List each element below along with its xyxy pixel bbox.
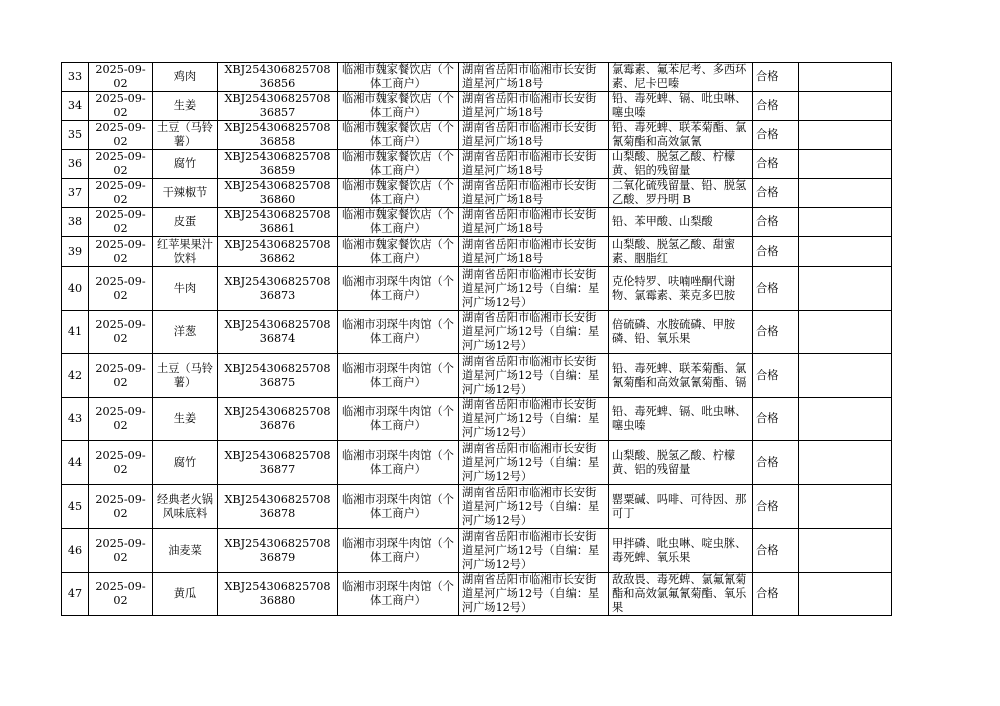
serial-number-cell: 46 [62, 529, 89, 573]
inspection-results-sheet [61, 62, 892, 616]
sample-code-cell: XBJ25430682570836876 [218, 398, 338, 441]
table-row [62, 311, 892, 354]
business-name-cell: 临湘市魏家餐饮店（个体工商户） [338, 92, 459, 121]
business-name-cell: 临湘市魏家餐饮店（个体工商户） [338, 121, 459, 150]
remarks-cell [799, 208, 892, 237]
result-cell: 合格 [753, 573, 799, 616]
business-name-cell: 临湘市羽琛牛肉馆（个体工商户） [338, 354, 459, 398]
remarks-cell [799, 121, 892, 150]
result-cell: 合格 [753, 354, 799, 398]
business-address-cell: 湖南省岳阳市临湘市长安街道星河广场18号 [459, 63, 609, 92]
business-address-cell: 湖南省岳阳市临湘市长安街道星河广场18号 [459, 121, 609, 150]
test-items-cell: 氯霉素、氟苯尼考、多西环素、尼卡巴嗪 [609, 63, 753, 92]
result-cell: 合格 [753, 121, 799, 150]
test-items-cell: 克伦特罗、呋喃唑酮代谢物、氯霉素、莱克多巴胺 [609, 267, 753, 311]
business-name-cell: 临湘市羽琛牛肉馆（个体工商户） [338, 267, 459, 311]
business-name-cell: 临湘市魏家餐饮店（个体工商户） [338, 208, 459, 237]
sampling-date-cell: 2025-09-02 [89, 63, 153, 92]
serial-number-cell: 45 [62, 485, 89, 529]
sample-code-cell: XBJ25430682570836858 [218, 121, 338, 150]
remarks-cell [799, 237, 892, 267]
result-cell: 合格 [753, 92, 799, 121]
serial-number-cell: 37 [62, 179, 89, 208]
serial-number-cell: 38 [62, 208, 89, 237]
business-address-cell: 湖南省岳阳市临湘市长安街道星河广场12号（自编：星河广场12号） [459, 354, 609, 398]
sampling-date-cell: 2025-09-02 [89, 179, 153, 208]
business-address-cell: 湖南省岳阳市临湘市长安街道星河广场12号（自编：星河广场12号） [459, 267, 609, 311]
serial-number-cell: 41 [62, 311, 89, 354]
food-name-cell: 生姜 [153, 92, 218, 121]
sampling-date-cell: 2025-09-02 [89, 573, 153, 616]
food-name-cell: 鸡肉 [153, 63, 218, 92]
food-name-cell: 黄瓜 [153, 573, 218, 616]
sampling-date-cell: 2025-09-02 [89, 150, 153, 179]
remarks-cell [799, 529, 892, 573]
food-name-cell: 洋葱 [153, 311, 218, 354]
business-name-cell: 临湘市魏家餐饮店（个体工商户） [338, 63, 459, 92]
sampling-date-cell: 2025-09-02 [89, 529, 153, 573]
serial-number-cell: 44 [62, 441, 89, 485]
food-name-cell: 牛肉 [153, 267, 218, 311]
result-cell: 合格 [753, 267, 799, 311]
serial-number-cell: 35 [62, 121, 89, 150]
food-name-cell: 油麦菜 [153, 529, 218, 573]
serial-number-cell: 42 [62, 354, 89, 398]
serial-number-cell: 34 [62, 92, 89, 121]
business-address-cell: 湖南省岳阳市临湘市长安街道星河广场18号 [459, 92, 609, 121]
serial-number-cell: 39 [62, 237, 89, 267]
sample-code-cell: XBJ25430682570836878 [218, 485, 338, 529]
inspection-results-table [61, 62, 892, 616]
serial-number-cell: 47 [62, 573, 89, 616]
business-address-cell: 湖南省岳阳市临湘市长安街道星河广场18号 [459, 237, 609, 267]
sampling-date-cell: 2025-09-02 [89, 208, 153, 237]
test-items-cell: 二氧化硫残留量、铅、脱氢乙酸、罗丹明 B [609, 179, 753, 208]
serial-number-cell: 40 [62, 267, 89, 311]
table-row [62, 398, 892, 441]
sampling-date-cell: 2025-09-02 [89, 311, 153, 354]
food-name-cell: 腐竹 [153, 441, 218, 485]
test-items-cell: 山梨酸、脱氢乙酸、柠檬黄、铝的残留量 [609, 441, 753, 485]
sample-code-cell: XBJ25430682570836856 [218, 63, 338, 92]
test-items-cell: 敌敌畏、毒死蜱、氯氟氰菊酯和高效氯氟氰菊酯、氧乐果 [609, 573, 753, 616]
remarks-cell [799, 150, 892, 179]
business-address-cell: 湖南省岳阳市临湘市长安街道星河广场12号（自编：星河广场12号） [459, 485, 609, 529]
result-cell: 合格 [753, 208, 799, 237]
serial-number-cell: 36 [62, 150, 89, 179]
sample-code-cell: XBJ25430682570836875 [218, 354, 338, 398]
sample-code-cell: XBJ25430682570836879 [218, 529, 338, 573]
test-items-cell: 铅、苯甲酸、山梨酸 [609, 208, 753, 237]
test-items-cell: 山梨酸、脱氢乙酸、柠檬黄、铝的残留量 [609, 150, 753, 179]
business-name-cell: 临湘市羽琛牛肉馆（个体工商户） [338, 485, 459, 529]
food-name-cell: 经典老火锅风味底料 [153, 485, 218, 529]
business-name-cell: 临湘市羽琛牛肉馆（个体工商户） [338, 398, 459, 441]
sampling-date-cell: 2025-09-02 [89, 398, 153, 441]
test-items-cell: 铅、毒死蜱、联苯菊酯、氯氰菊酯和高效氯氰菊酯、镉 [609, 354, 753, 398]
sampling-date-cell: 2025-09-02 [89, 267, 153, 311]
sampling-date-cell: 2025-09-02 [89, 237, 153, 267]
business-address-cell: 湖南省岳阳市临湘市长安街道星河广场12号（自编：星河广场12号） [459, 311, 609, 354]
business-name-cell: 临湘市羽琛牛肉馆（个体工商户） [338, 573, 459, 616]
result-cell: 合格 [753, 529, 799, 573]
result-cell: 合格 [753, 398, 799, 441]
food-name-cell: 干辣椒节 [153, 179, 218, 208]
result-cell: 合格 [753, 311, 799, 354]
remarks-cell [799, 441, 892, 485]
sampling-date-cell: 2025-09-02 [89, 441, 153, 485]
serial-number-cell: 43 [62, 398, 89, 441]
business-name-cell: 临湘市羽琛牛肉馆（个体工商户） [338, 441, 459, 485]
food-name-cell: 土豆（马铃薯） [153, 354, 218, 398]
table-row [62, 179, 892, 208]
sampling-date-cell: 2025-09-02 [89, 354, 153, 398]
business-address-cell: 湖南省岳阳市临湘市长安街道星河广场18号 [459, 208, 609, 237]
business-address-cell: 湖南省岳阳市临湘市长安街道星河广场12号（自编：星河广场12号） [459, 573, 609, 616]
table-row [62, 121, 892, 150]
remarks-cell [799, 63, 892, 92]
remarks-cell [799, 311, 892, 354]
business-name-cell: 临湘市羽琛牛肉馆（个体工商户） [338, 311, 459, 354]
table-row [62, 529, 892, 573]
result-cell: 合格 [753, 485, 799, 529]
serial-number-cell: 33 [62, 63, 89, 92]
business-name-cell: 临湘市魏家餐饮店（个体工商户） [338, 237, 459, 267]
sample-code-cell: XBJ25430682570836877 [218, 441, 338, 485]
test-items-cell: 罂粟碱、吗啡、可待因、那可丁 [609, 485, 753, 529]
business-address-cell: 湖南省岳阳市临湘市长安街道星河广场12号（自编：星河广场12号） [459, 441, 609, 485]
sample-code-cell: XBJ25430682570836857 [218, 92, 338, 121]
sample-code-cell: XBJ25430682570836862 [218, 237, 338, 267]
food-name-cell: 皮蛋 [153, 208, 218, 237]
business-address-cell: 湖南省岳阳市临湘市长安街道星河广场12号（自编：星河广场12号） [459, 398, 609, 441]
sampling-date-cell: 2025-09-02 [89, 92, 153, 121]
table-row [62, 237, 892, 267]
table-row [62, 485, 892, 529]
remarks-cell [799, 179, 892, 208]
food-name-cell: 生姜 [153, 398, 218, 441]
remarks-cell [799, 354, 892, 398]
business-address-cell: 湖南省岳阳市临湘市长安街道星河广场18号 [459, 150, 609, 179]
business-name-cell: 临湘市魏家餐饮店（个体工商户） [338, 179, 459, 208]
business-name-cell: 临湘市羽琛牛肉馆（个体工商户） [338, 529, 459, 573]
table-row [62, 267, 892, 311]
table-row [62, 573, 892, 616]
result-cell: 合格 [753, 150, 799, 179]
business-name-cell: 临湘市魏家餐饮店（个体工商户） [338, 150, 459, 179]
sampling-date-cell: 2025-09-02 [89, 485, 153, 529]
table-row [62, 150, 892, 179]
food-name-cell: 土豆（马铃薯） [153, 121, 218, 150]
result-cell: 合格 [753, 441, 799, 485]
result-cell: 合格 [753, 63, 799, 92]
table-body [62, 63, 892, 616]
remarks-cell [799, 485, 892, 529]
sample-code-cell: XBJ25430682570836873 [218, 267, 338, 311]
test-items-cell: 铅、毒死蜱、镉、吡虫啉、噻虫嗪 [609, 92, 753, 121]
sampling-date-cell: 2025-09-02 [89, 121, 153, 150]
table-row [62, 63, 892, 92]
remarks-cell [799, 92, 892, 121]
remarks-cell [799, 573, 892, 616]
remarks-cell [799, 267, 892, 311]
test-items-cell: 铅、毒死蜱、联苯菊酯、氯氰菊酯和高效氯氰 [609, 121, 753, 150]
food-name-cell: 腐竹 [153, 150, 218, 179]
result-cell: 合格 [753, 179, 799, 208]
sample-code-cell: XBJ25430682570836859 [218, 150, 338, 179]
test-items-cell: 倍硫磷、水胺硫磷、甲胺磷、铅、氧乐果 [609, 311, 753, 354]
table-row [62, 354, 892, 398]
table-row [62, 92, 892, 121]
remarks-cell [799, 398, 892, 441]
test-items-cell: 山梨酸、脱氢乙酸、甜蜜素、胭脂红 [609, 237, 753, 267]
table-row [62, 208, 892, 237]
sample-code-cell: XBJ25430682570836860 [218, 179, 338, 208]
business-address-cell: 湖南省岳阳市临湘市长安街道星河广场12号（自编：星河广场12号） [459, 529, 609, 573]
business-address-cell: 湖南省岳阳市临湘市长安街道星河广场18号 [459, 179, 609, 208]
result-cell: 合格 [753, 237, 799, 267]
food-name-cell: 红苹果果汁饮料 [153, 237, 218, 267]
test-items-cell: 铅、毒死蜱、镉、吡虫啉、噻虫嗪 [609, 398, 753, 441]
sample-code-cell: XBJ25430682570836861 [218, 208, 338, 237]
sample-code-cell: XBJ25430682570836880 [218, 573, 338, 616]
table-row [62, 441, 892, 485]
test-items-cell: 甲拌磷、吡虫啉、啶虫脒、毒死蜱、氧乐果 [609, 529, 753, 573]
sample-code-cell: XBJ25430682570836874 [218, 311, 338, 354]
